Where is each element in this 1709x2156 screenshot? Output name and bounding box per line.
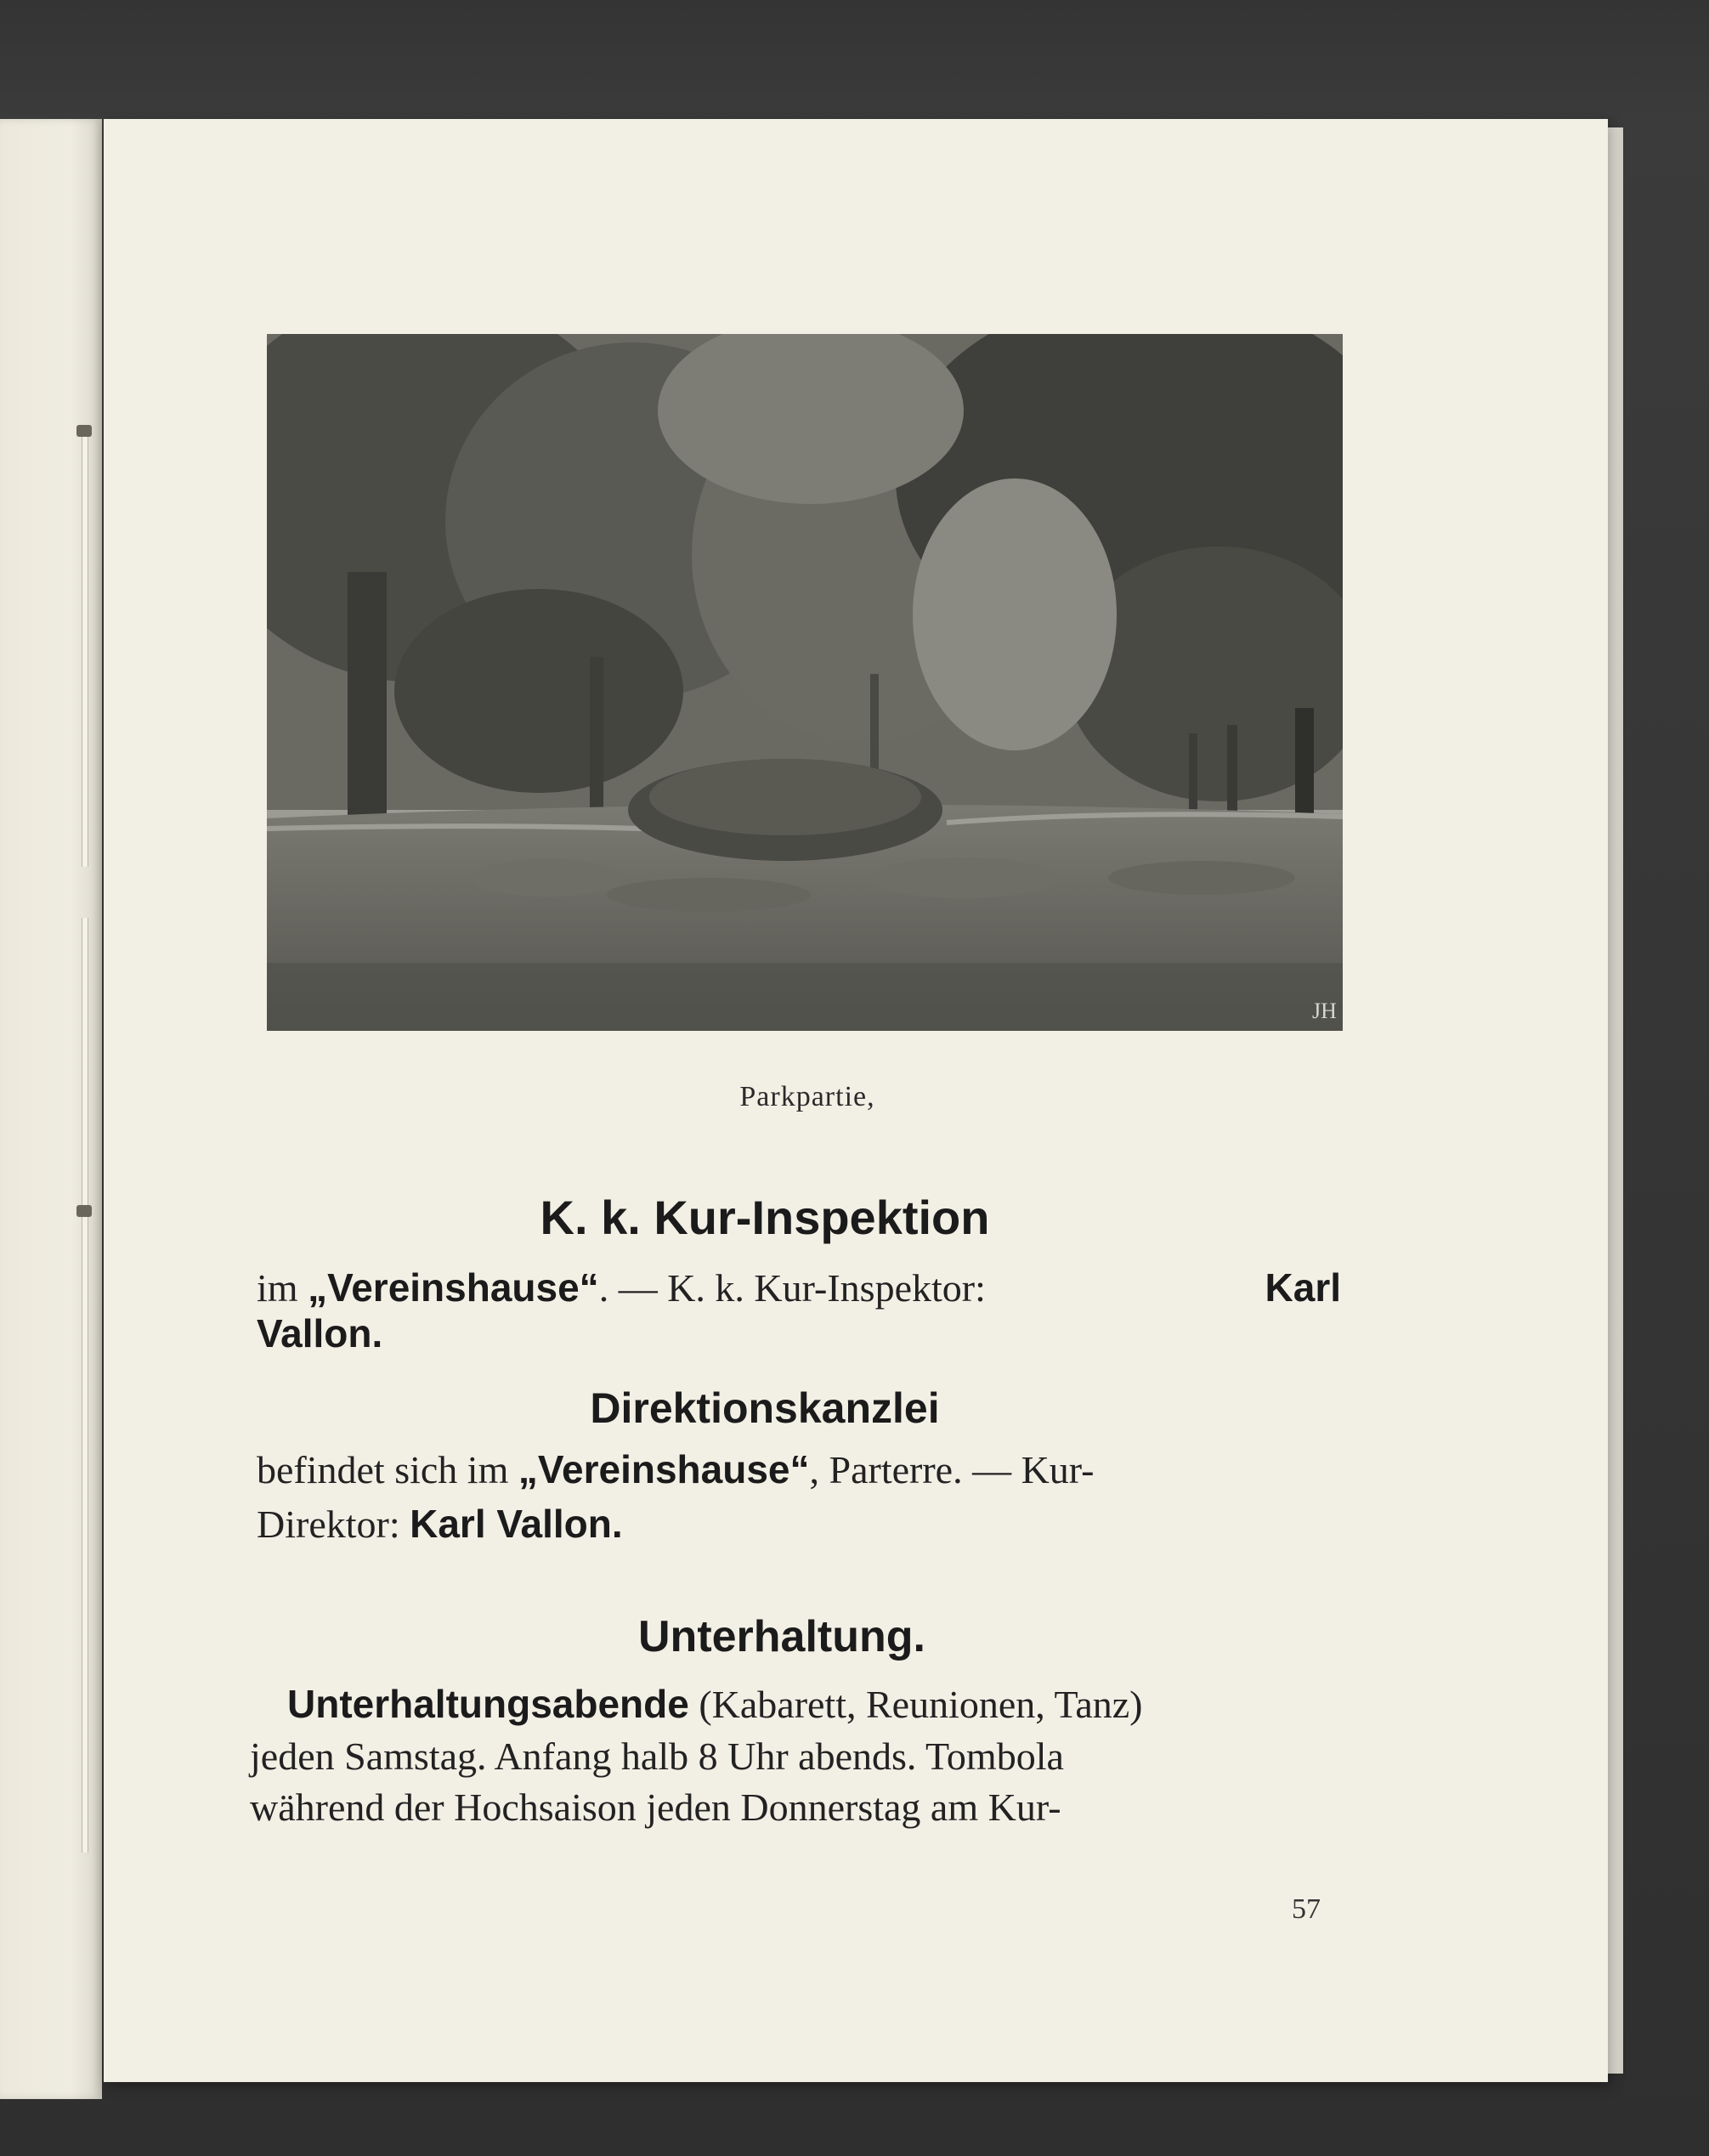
- body-line: Direktor: Karl Vallon.: [257, 1502, 623, 1546]
- binding-thread: [82, 1207, 88, 1853]
- section-heading-direktionskanzlei: Direktionskanzlei: [590, 1384, 940, 1432]
- body-line: jeden Samstag. Anfang halb 8 Uhr abends. Tombola: [250, 1734, 1064, 1778]
- page-number: 57: [1292, 1893, 1321, 1925]
- body-line: Unterhaltungsabende (Kabarett, Reunionen, Tanz): [287, 1682, 1143, 1726]
- photo-monogram: JH: [1312, 999, 1337, 1023]
- binding-knot: [76, 425, 92, 437]
- park-photograph: [267, 334, 1343, 1031]
- body-line: während der Hochsaison jeden Donnerstag am Kur-: [250, 1785, 1061, 1829]
- body-line: Vallon.: [257, 1311, 383, 1355]
- section-heading-unterhaltung: Unterhaltung.: [638, 1612, 925, 1661]
- body-line: befindet sich im „Vereinshause“, Parterre. — Kur-: [257, 1447, 1095, 1491]
- binding-knot: [76, 1205, 92, 1217]
- binding-thread: [82, 425, 88, 867]
- body-line: im „Vereinshause“. — K. k. Kur-Inspektor: Karl: [257, 1265, 1341, 1310]
- photo-caption: Parkpartie,: [739, 1081, 875, 1112]
- section-heading-kur-inspektion: K. k. Kur-Inspektion: [540, 1191, 990, 1244]
